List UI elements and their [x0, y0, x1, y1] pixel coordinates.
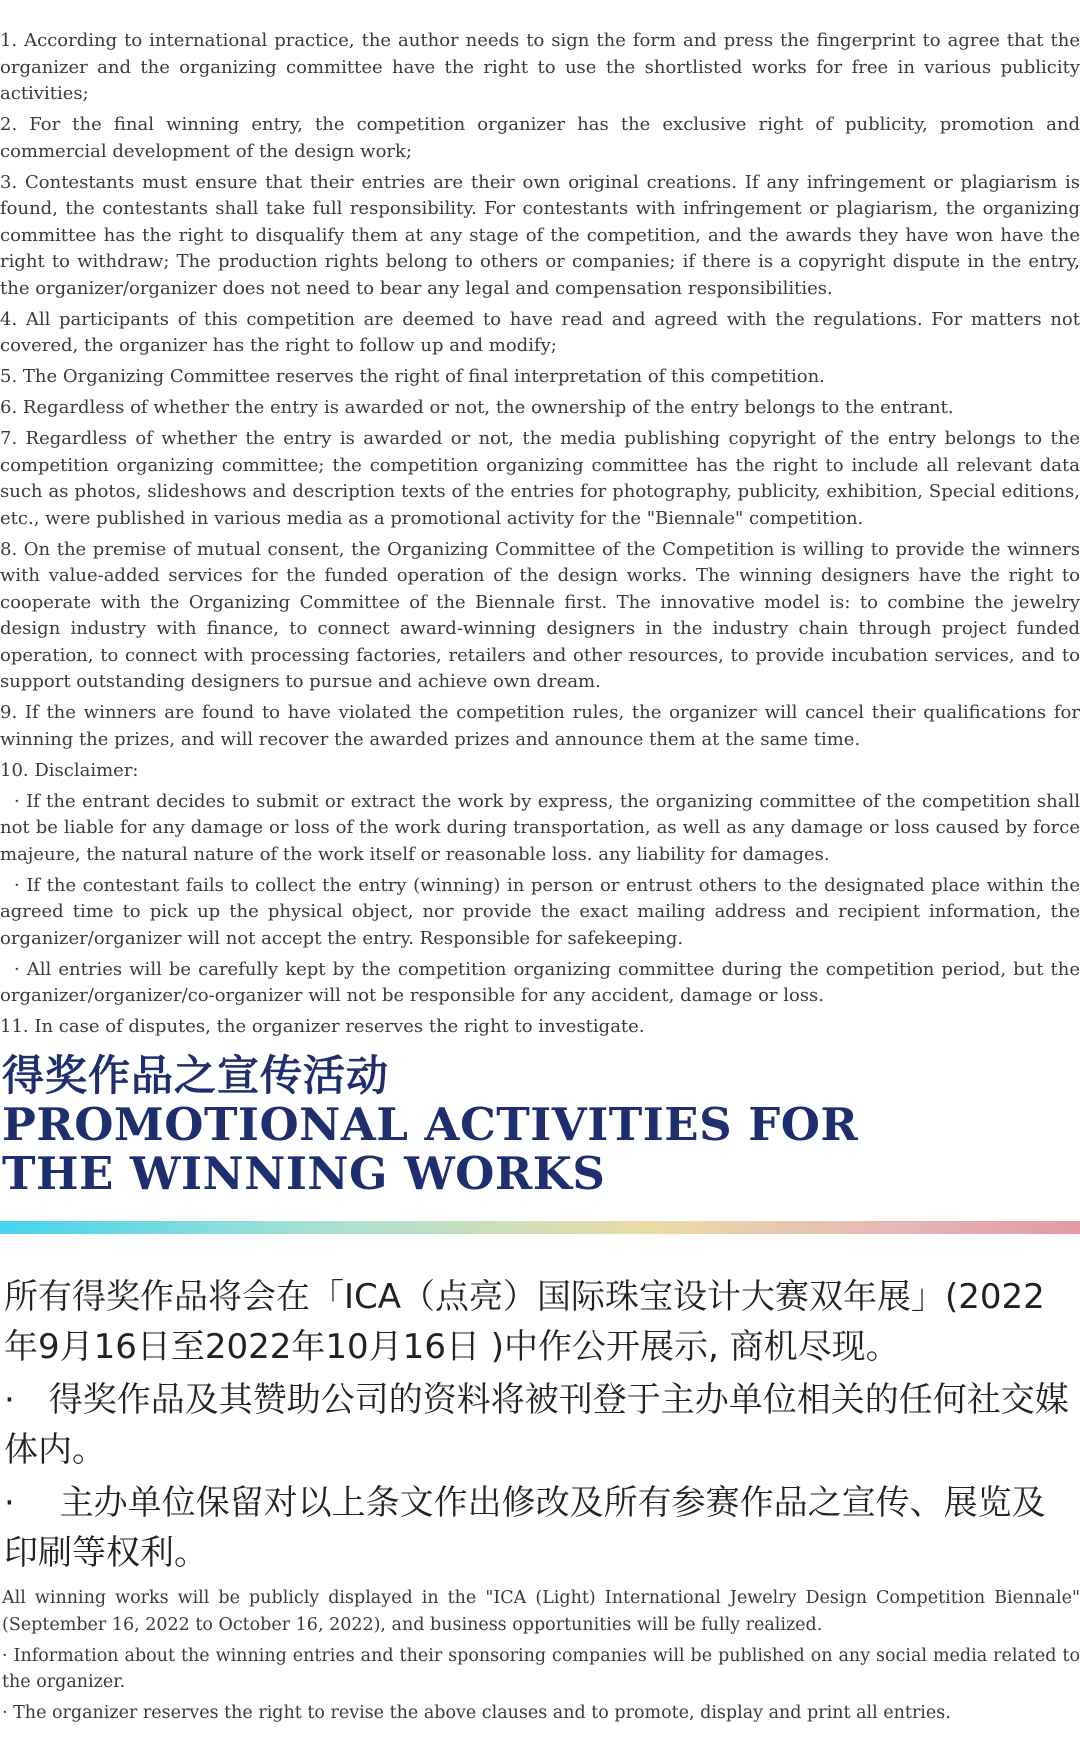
disclaimer-item-safekeeping: · All entries will be carefully kept by the competition organizing committee during the competition period, but the organizer/organizer/co-organizer will not be responsible for any accident, damage or loss.: [0, 958, 1080, 1006]
rule-9: 9. If the winners are found to have violated the competition rules, the organizer will cancel their qualifications for winning the prizes, and will recover the awarded prizes and announce them at the same time.: [0, 702, 1080, 750]
section-heading: [2, 1052, 858, 1198]
cn-paragraph-social-media: · 得奖作品及其赞助公司的资料将被刊登于主办单位相关的任何社交媒体内。: [4, 1380, 1069, 1470]
rule-4: 4. All participants of this competition are deemed to have read and agreed with the regulations. For matters not covered, the organizer has the right to follow up and modify;: [0, 308, 1080, 356]
gradient-divider: [0, 1221, 1080, 1234]
en-paragraph-social-media: · Information about the winning entries and their sponsoring companies will be published on any social media related to the organizer.: [2, 1645, 1080, 1692]
section-heading-english-line1: PROMOTIONAL ACTIVITIES FOR: [2, 1098, 859, 1151]
en-paragraph-exhibition: All winning works will be publicly displayed in the "ICA (Light) International Jewelry Design Competition Biennale" (September 16, 2022 to October 16, 2022), and business opportunities will be fully realized.: [2, 1588, 1080, 1635]
rule-3: 3. Contestants must ensure that their entries are their own original creations. If any infringement or plagiarism is found, the contestants shall take full responsibility. For contestants with infringement or plagiarism, the organizing committee has the right to disqualify them at any stage of the competition, and the awards they have won have the right to withdraw; The production rights belong to others or companies; if there is a copyright dispute in the entry, the organizer/organizer does not need to bear any legal and compensation responsibilities.: [0, 171, 1080, 299]
section-heading-chinese: 得奖作品之宣传活动: [2, 1051, 390, 1100]
rule-6: 6. Regardless of whether the entry is awarded or not, the ownership of the entry belongs to the entrant.: [0, 397, 954, 418]
chinese-announcement: [4, 1272, 1078, 1581]
rule-11: 11. In case of disputes, the organizer reserves the right to investigate.: [0, 1016, 645, 1037]
rule-2: 2. For the final winning entry, the competition organizer has the exclusive right of publicity, promotion and commercial development of the design work;: [0, 114, 1080, 162]
rule-8: 8. On the premise of mutual consent, the Organizing Committee of the Competition is willing to provide the winners with value-added services for the funded operation of the design works. The winning designers have the right to cooperate with the Organizing Committee of the Biennale first. The innovative model is: to combine the jewelry design industry with finance, to connect award-winning designers in the industry chain through project funded operation, to connect with processing factories, retailers and other resources, to provide incubation services, and to support outstanding designers to pursue and achieve own dream.: [0, 538, 1080, 692]
cn-paragraph-exhibition: 所有得奖作品将会在「ICA（点亮）国际珠宝设计大赛双年展」(2022年9月16日至2022年10月16日 )中作公开展示, 商机尽现。: [4, 1277, 1045, 1367]
en-paragraph-rights: · The organizer reserves the right to revise the above clauses and to promote, display and print all entries.: [2, 1703, 951, 1723]
section-heading-english-line2: THE WINNING WORKS: [2, 1147, 606, 1200]
competition-rules: [0, 28, 1080, 1045]
disclaimer-item-collection: · If the contestant fails to collect the entry (winning) in person or entrust others to the designated place within the agreed time to pick up the physical object, nor provide the exact mailing address and recipient information, the organizer/organizer will not accept the entry. Responsible for safekeeping.: [0, 874, 1080, 949]
rule-1: 1. According to international practice, the author needs to sign the form and press the fingerprint to agree that the organizer and the organizing committee have the right to use the shortlisted works for free in various publicity activities;: [0, 30, 1080, 104]
cn-paragraph-rights: · 主办单位保留对以上条文作出修改及所有参赛作品之宣传、展览及印刷等权利。: [4, 1483, 1046, 1573]
rule-5: 5. The Organizing Committee reserves the right of final interpretation of this competition.: [0, 366, 825, 387]
rule-10-disclaimer: 10. Disclaimer:: [0, 759, 139, 781]
rule-7: 7. Regardless of whether the entry is awarded or not, the media publishing copyright of the entry belongs to the competition organizing committee; the competition organizing committee has the right to include all relevant data such as photos, slideshows and description texts of the entries for photography, publicity, exhibition, Special editions, etc., were published in various media as a promotional activity for the "Biennale" competition.: [0, 428, 1080, 529]
english-announcement: [2, 1585, 1080, 1731]
disclaimer-item-express: · If the entrant decides to submit or extract the work by express, the organizing committee of the competition shall not be liable for any damage or loss of the work during transportation, as well as any damage or loss caused by force majeure, the natural nature of the work itself or reasonable loss. any liability for damages.: [0, 790, 1080, 865]
